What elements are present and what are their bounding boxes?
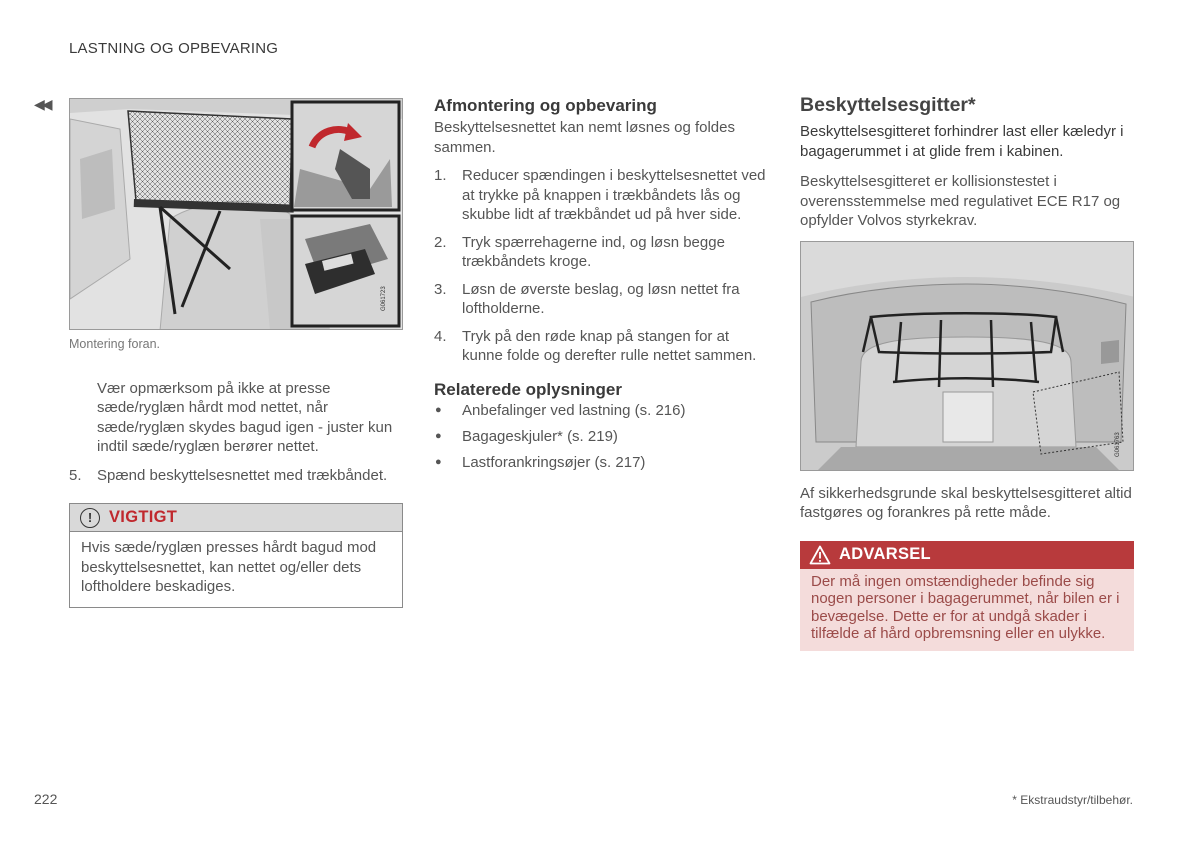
figure-caption: Montering foran. — [69, 337, 161, 351]
related-link-text[interactable]: Lastforankringsøjer (s. 217) — [462, 453, 646, 471]
warning-title: ADVARSEL — [839, 544, 931, 563]
warning-header — [800, 541, 1134, 569]
warning-body: Der må ingen omstændigheder befinde sig nogen personer i bagagerummet, når bilen er i bevægelse. Dette er for at undgå skader i tilfælde af hård opbremsning eller en ulykke. — [800, 569, 1134, 651]
important-notice-body: Hvis sæde/ryglæn presses hårdt bagud mod beskyttelsesnettet, kan nettet og/eller dets loftholdere beskadiges. — [81, 539, 377, 595]
important-notice-header — [70, 504, 402, 532]
step-text: Tryk på den røde knap på stangen for at kunne folde og derefter rulle nettet sammen. — [462, 327, 757, 364]
step-number: 5. — [69, 466, 82, 484]
seat-caution-paragraph: Vær opmærksom på ikke at presse sæde/ryglæn hårdt mod nettet, når sæde/ryglæn skydes bagud igen - juster kun indtil sæde/ryglæn berører nettet. — [97, 379, 393, 455]
crash-test-paragraph: Beskyttelsesgitteret er kollisionstestet i overensstemmelse med regulativet ECE R17 og opfylder Volvos styrkekrav. — [800, 173, 1121, 229]
middle-column — [434, 96, 774, 479]
list-item — [434, 280, 774, 319]
protective-grille-heading: Beskyttelsesgitter* — [800, 94, 976, 116]
step-text: Reducer spændingen i beskyttelsesnettet ved at trykke på knappen i trækbåndets lås og skubbe lidt af trækbåndet ud på hver side. — [462, 167, 766, 223]
protective-grille-lead: Beskyttelsesgitteret forhindrer last eller kæledyr i bagagerummet i at glide frem i kabinen. — [800, 123, 1124, 160]
inset-strap-lock — [292, 216, 399, 326]
cargo-grille-figure — [801, 242, 1134, 471]
list-item — [434, 166, 774, 225]
step-text: Tryk spærrehagerne ind, og løsn begge trækbåndets kroge. — [462, 233, 725, 270]
inset-ceiling-bracket — [292, 102, 399, 210]
back-arrows-icon[interactable]: ◀◀ — [34, 96, 50, 112]
removal-steps-list — [434, 166, 774, 366]
safety-paragraph: Af sikkerhedsgrunde skal beskyttelsesgitteret altid fastgøres og forankres på rette måde. — [800, 484, 1132, 521]
right-column — [800, 94, 1135, 651]
bullet-icon: ● — [435, 403, 442, 416]
bullet-icon: ● — [435, 429, 442, 442]
net-mounting-illustration — [69, 98, 403, 330]
exclamation-icon: ! — [80, 508, 100, 528]
step-number: 4. — [434, 327, 447, 345]
step-number: 2. — [434, 233, 447, 251]
step-number: 1. — [434, 167, 447, 184]
left-column — [69, 98, 403, 608]
step-text: Spænd beskyttelsesnettet med trækbåndet. — [97, 466, 388, 484]
warning-triangle-icon — [809, 545, 831, 565]
related-links-list — [434, 401, 774, 473]
list-item — [434, 233, 774, 272]
accessory-footnote: * Ekstraudstyr/tilbehør. — [1012, 793, 1133, 807]
related-link-text[interactable]: Anbefalinger ved lastning (s. 216) — [462, 401, 686, 419]
list-item — [434, 327, 774, 366]
cargo-grille-illustration — [800, 241, 1134, 471]
page-number: 222 — [34, 791, 58, 807]
related-link-text[interactable]: Bagageskjuler* (s. 219) — [462, 427, 618, 445]
step-number: 3. — [434, 280, 447, 298]
step-text: Løsn de øverste beslag, og løsn nettet fra loftholderne. — [462, 280, 740, 317]
related-link[interactable] — [434, 453, 774, 473]
figure-code: G061763 — [1115, 431, 1121, 457]
section-header: LASTNING OG OPBEVARING — [69, 40, 279, 57]
removal-heading: Afmontering og opbevaring — [434, 96, 657, 115]
step-5 — [69, 466, 403, 486]
related-link[interactable] — [434, 427, 774, 447]
related-info-heading: Relaterede oplysninger — [434, 379, 623, 399]
bullet-icon: ● — [435, 455, 442, 468]
warning-box — [800, 541, 1134, 651]
important-notice-box — [69, 503, 403, 608]
figure-code: G061723 — [381, 286, 387, 311]
cargo-net-figure — [70, 99, 403, 330]
removal-intro: Beskyttelsesnettet kan nemt løsnes og foldes sammen. — [434, 119, 735, 156]
related-link[interactable] — [434, 401, 774, 421]
important-notice-title: VIGTIGT — [109, 507, 178, 526]
